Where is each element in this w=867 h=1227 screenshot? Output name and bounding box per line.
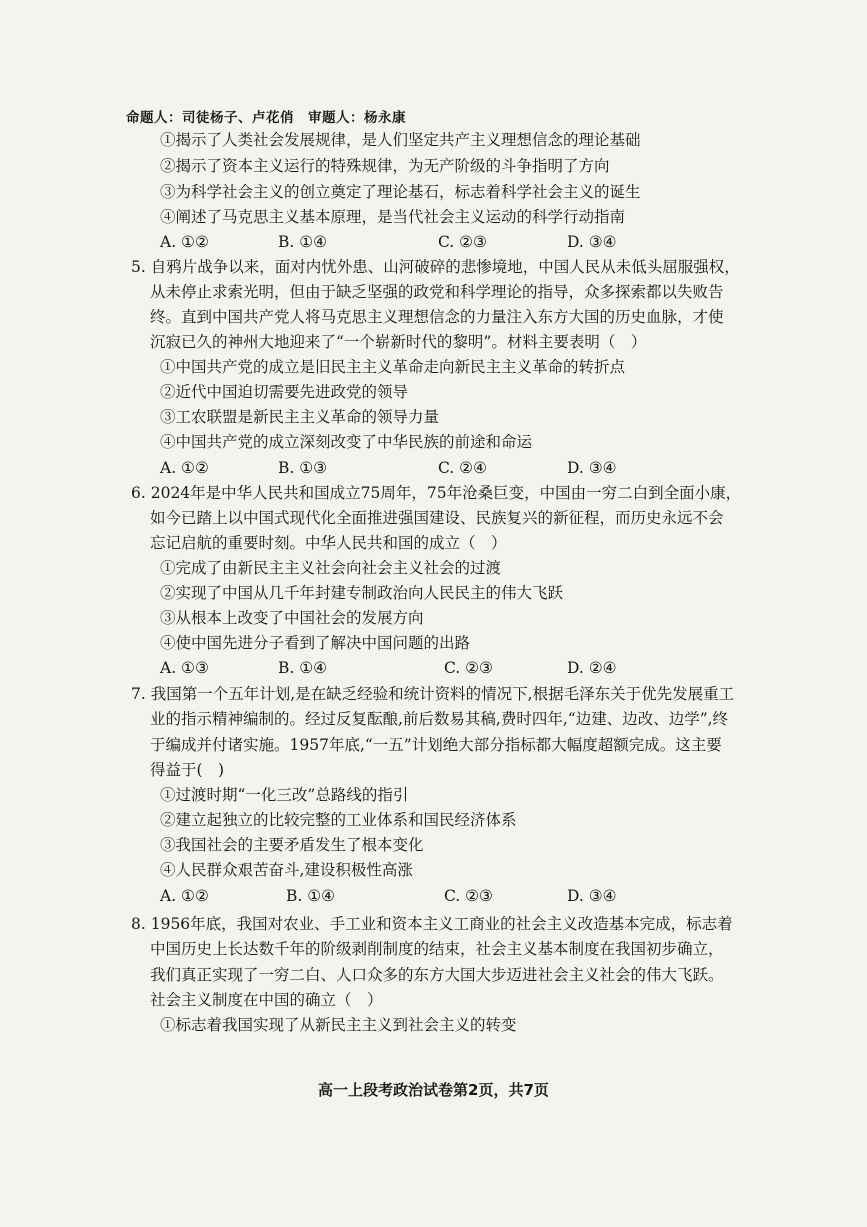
option-d: D. ③④ — [567, 233, 617, 251]
q7-item-1: ①过渡时期“一化三改”总路线的指引 — [160, 786, 409, 804]
q7-stem-line: 得益于( ) — [150, 761, 225, 779]
option-a: A. ①③ — [160, 659, 209, 677]
option-b: B. ①④ — [278, 233, 328, 251]
q7-stem-line: 业的指示精神编制的。经过反复酝酿,前后数易其稿,费时四年,“边建、边改、边学”,终 — [150, 710, 729, 728]
q4-item-3: ③为科学社会主义的创立奠定了理论基石，标志着科学社会主义的诞生 — [160, 183, 641, 201]
option-d: D. ③④ — [567, 887, 617, 905]
q5-item-4: ④中国共产党的成立深刻改变了中华民族的前途和命运 — [160, 433, 533, 451]
q8-stem-line: 社会主义制度在中国的确立（ ） — [150, 991, 383, 1009]
author-header: 命题人：司徒杨子、卢花俏 审题人：杨永康 — [126, 110, 406, 126]
q7-item-3: ③我国社会的主要矛盾发生了根本变化 — [160, 836, 424, 854]
q5-stem-line: 5. 自鸦片战争以来，面对内忧外患、山河破碎的悲惨境地，中国人民从未低头屈服强权， — [131, 258, 740, 276]
q8-item-1: ①标志着我国实现了从新民主主义到社会主义的转变 — [160, 1016, 517, 1034]
q7-stem-line: 7. 我国第一个五年计划,是在缺乏经验和统计资料的情况下,根据毛泽东关于优先发展重工 — [131, 685, 735, 703]
option-c: C. ②③ — [438, 233, 487, 251]
q8-stem-line: 中国历史上长达数千年的阶级剥削制度的结束，社会主义基本制度在我国初步确立， — [150, 940, 724, 958]
q7-item-2: ②建立起独立的比较完整的工业体系和国民经济体系 — [160, 811, 517, 829]
q5-item-3: ③工农联盟是新民主主义革命的领导力量 — [160, 408, 440, 426]
q5-item-1: ①中国共产党的成立是旧民主主义革命走向新民主主义革命的转折点 — [160, 358, 626, 376]
q5-stem-line: 终。直到中国共产党人将马克思主义理想信念的力量注入东方大国的历史血脉，才使 — [150, 308, 724, 326]
option-c: C. ②③ — [444, 659, 493, 677]
q4-item-2: ②揭示了资本主义运行的特殊规律，为无产阶级的斗争指明了方向 — [160, 157, 610, 175]
option-a: A. ①② — [160, 459, 209, 477]
q4-item-1: ①揭示了人类社会发展规律，是人们坚定共产主义理想信念的理论基础 — [160, 131, 641, 149]
q8-stem-line: 8. 1956年底，我国对农业、手工业和资本主义工商业的社会主义改造基本完成，标志着 — [131, 915, 733, 933]
page-footer: 高一上段考政治试卷第2页，共7页 — [318, 1081, 549, 1099]
option-b: B. ①④ — [278, 659, 328, 677]
q6-stem-line: 6. 2024年是中华人民共和国成立75周年，75年沧桑巨变，中国由一穷二白到全面小康， — [131, 484, 742, 502]
q5-stem-line: 从未停止求索光明，但由于缺乏坚强的政党和科学理论的指导，众多探索都以失败告 — [150, 283, 724, 301]
option-b: B. ①③ — [278, 459, 328, 477]
q6-item-1: ①完成了由新民主主义社会向社会主义社会的过渡 — [160, 559, 502, 577]
q5-stem-line: 沉寂已久的神州大地迎来了“一个崭新时代的黎明”。材料主要表明（ ） — [150, 333, 647, 351]
q8-stem-line: 我们真正实现了一穷二白、人口众多的东方大国大步迈进社会主义社会的伟大飞跃。 — [150, 966, 724, 984]
option-b: B. ①④ — [286, 887, 336, 905]
q6-item-3: ③从根本上改变了中国社会的发展方向 — [160, 609, 424, 627]
option-d: D. ②④ — [567, 659, 617, 677]
q7-item-4: ④人民群众艰苦奋斗,建设积极性高涨 — [160, 861, 413, 879]
q5-item-2: ②近代中国迫切需要先进政党的领导 — [160, 383, 409, 401]
q4-item-4: ④阐述了马克思主义基本原理，是当代社会主义运动的科学行动指南 — [160, 208, 626, 226]
q6-item-4: ④使中国先进分子看到了解决中国问题的出路 — [160, 634, 471, 652]
option-d: D. ③④ — [567, 459, 617, 477]
q7-stem-line: 于编成并付诸实施。1957年底,“一五”计划绝大部分指标都大幅度超额完成。这主要 — [150, 736, 722, 754]
option-c: C. ②③ — [444, 887, 493, 905]
q6-stem-line: 如今已踏上以中国式现代化全面推进强国建设、民族复兴的新征程，而历史永远不会 — [150, 509, 724, 527]
option-a: A. ①② — [160, 233, 209, 251]
q6-item-2: ②实现了中国从几千年封建专制政治向人民民主的伟大飞跃 — [160, 584, 564, 602]
q6-stem-line: 忘记启航的重要时刻。中华人民共和国的成立（ ） — [150, 534, 507, 552]
option-a: A. ①② — [160, 887, 209, 905]
option-c: C. ②④ — [438, 459, 487, 477]
